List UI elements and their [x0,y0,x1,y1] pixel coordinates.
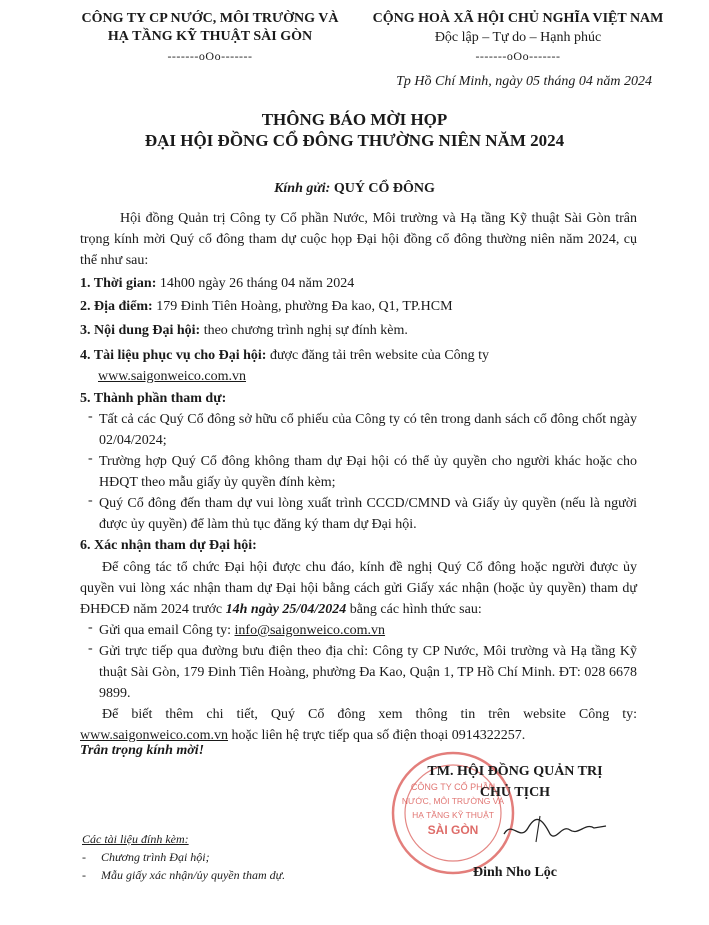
nation-title: CỘNG HOÀ XÃ HỘI CHỦ NGHĨA VIỆT NAM [372,11,664,26]
item-time [80,273,637,294]
confirm-text-a: Để công tác tổ chức Đại hội được chu đáo, kính đề nghị Quý Cổ đông hoặc người được ủy quyền vui lòng xác nhận tham dự Đại hội bằng cách gửi Giấy xác nhận (hoặc ủy quyền) tham dự ĐHĐCĐ năm 2024 trước [80,560,637,617]
participant-item-2: Trường hợp Quý Cổ đông không tham dự Đại hội có thể ủy quyền cho người khác hoặc cho HĐQT theo mẫu giấy ủy quyền đính kèm; [99,454,637,490]
seal-line1: CÔNG TY CỔ PHẦN [410,782,496,792]
item-place [80,296,637,317]
greeting-recipient: QUÝ CỔ ĐÔNG [333,181,435,196]
intro-paragraph: Hội đồng Quản trị Công ty Cổ phần Nước, Môi trường và Hạ tầng Kỹ thuật Sài Gòn trân trọng kính mời Quý cổ đông tham dự cuộc họp Đại hội đồng cổ đông thường niên năm 2024, cụ thể như sau: [80,211,637,268]
bullet-dash: - [88,451,93,466]
bullet-dash: - [88,409,93,424]
place-value: 179 Đinh Tiên Hoàng, phường Đa kao, Q1, TP.HCM [152,299,453,314]
company-separator: -------oOo------- [167,49,253,63]
doc-title: THÔNG BÁO MỜI HỌP [261,110,448,129]
participants-label: 5. Thành phần tham dự: [80,391,227,406]
signature-name: Đinh Nho Lộc [472,865,558,880]
docs-value: được đăng tải trên website của Công ty [266,348,490,363]
confirm-text-b: bằng các hình thức sau: [346,602,482,617]
email-item [99,620,637,641]
seal-line4: SÀI GÒN [427,823,479,837]
place-label: 2. Địa điểm: [80,299,153,314]
bullet-dash: - [88,620,93,635]
confirm-paragraph [80,557,637,620]
post-item: Gửi trực tiếp qua đường bưu điện theo địa chỉ: Công ty CP Nước, Môi trường và Hạ tầng Kỹ thuật Sài Gòn, 179 Đinh Tiên Hoàng, phường Đa Kao, Quận 1, TP Hồ Chí Minh. ĐT: 028 6678 9899. [99,644,637,701]
closing-line: Trân trọng kính mời! [80,743,205,758]
doc-subtitle: ĐẠI HỘI ĐỒNG CỔ ĐÔNG THƯỜNG NIÊN NĂM 2024 [144,131,565,150]
seal-line3: HẠ TẦNG KỸ THUẬT [412,810,494,820]
time-label: 1. Thời gian: [80,276,157,291]
greeting [0,181,709,197]
attachment-label-2: Mẫu giấy xác nhận/ủy quyền tham dự. [101,868,286,882]
company-name-line1: CÔNG TY CP NƯỚC, MÔI TRƯỜNG VÀ [81,11,339,26]
greeting-label: Kính gửi: [274,181,331,196]
agenda-value: theo chương trình nghị sự đính kèm. [200,323,408,338]
email-text: Gửi qua email Công ty: [99,623,235,638]
bullet-dash: - [88,493,93,508]
handwritten-signature [500,812,610,846]
confirm-deadline: 14h ngày 25/04/2024 [225,602,347,617]
signature-role: CHỦ TỊCH [479,785,551,800]
seal-line2: NƯỚC, MÔI TRƯỜNG VÀ [401,796,505,806]
more-tail: hoặc liên hệ trực tiếp qua số điện thoại 0914322257. [228,728,526,743]
attachment-item-2: - Mẫu giấy xác nhận/ủy quyền tham dự. [82,868,286,882]
participant-item-3: Quý Cổ đông đến tham dự vui lòng xuất trình CCCD/CMND và Giấy ủy quyền (nếu là người được ủy quyền) để làm thủ tục đăng ký tham dự Đại hội. [99,496,637,532]
date-line: Tp Hồ Chí Minh, ngày 05 tháng 04 năm 2024 [396,74,652,89]
time-value: 14h00 ngày 26 tháng 04 năm 2024 [156,276,355,291]
email-link[interactable]: info@saigonweico.com.vn [234,623,386,638]
attachment-item-1: - Chương trình Đại hội; [82,850,210,864]
signature-org: TM. HỘI ĐỒNG QUẢN TRỊ [427,764,603,779]
more-website-link[interactable]: www.saigonweico.com.vn [80,728,229,743]
docs-label: 4. Tài liệu phục vụ cho Đại hội: [80,348,267,363]
agenda-label: 3. Nội dung Đại hội: [80,323,201,338]
nation-motto: Độc lập – Tự do – Hạnh phúc [434,30,602,45]
item-docs [80,345,637,387]
participant-item-1: Tất cả các Quý Cổ đông sở hữu cổ phiếu của Công ty có tên trong danh sách cổ đông chốt ngày 02/04/2024; [99,412,637,448]
more-text: Để biết thêm chi tiết, Quý Cổ đông xem thông tin trên website Công ty: [102,707,637,722]
more-info-paragraph [80,704,637,746]
item-agenda [80,320,637,341]
attachments-title: Các tài liệu đính kèm: [82,832,189,846]
docs-website-link[interactable]: www.saigonweico.com.vn [98,369,247,384]
confirm-label: 6. Xác nhận tham dự Đại hội: [80,538,257,553]
bullet-dash: - [88,641,93,656]
company-name-line2: HẠ TẦNG KỸ THUẬT SÀI GÒN [107,29,313,44]
nation-separator: -------oOo------- [475,49,561,63]
attachment-label-1: Chương trình Đại hội; [101,850,210,864]
